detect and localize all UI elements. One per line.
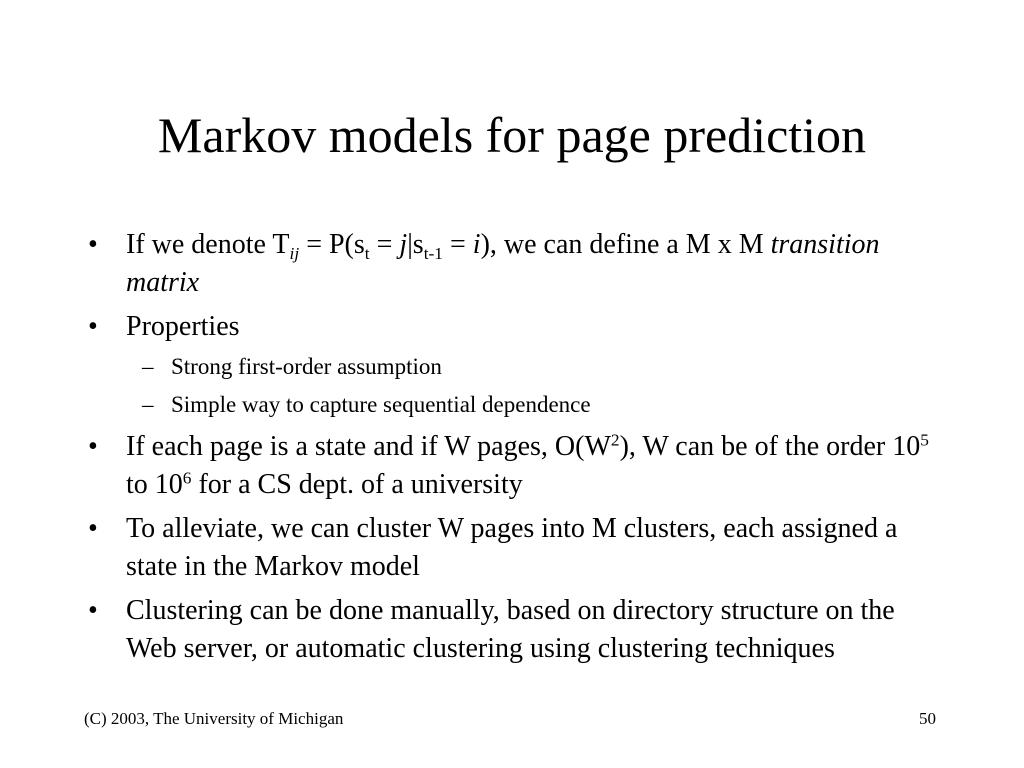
bullet-text: Properties	[126, 311, 240, 342]
bullet-clustering	[84, 592, 934, 668]
bullet-state-size	[84, 428, 934, 504]
bullet-marker: •	[88, 595, 98, 626]
bullet-marker: •	[88, 311, 98, 342]
bullet-properties	[84, 308, 934, 346]
bullet-transition-matrix	[84, 226, 934, 302]
page-number: 50	[919, 709, 936, 728]
bullet-marker: •	[88, 229, 98, 260]
sub-bullet-sequential	[84, 390, 934, 420]
bullet-list	[84, 226, 934, 674]
sub-bullet-first-order	[84, 352, 934, 382]
sub-bullet-text: Simple way to capture sequential dependence	[171, 392, 591, 417]
bullet-marker: •	[88, 431, 98, 462]
bullet-marker: •	[88, 513, 98, 544]
footer-copyright: (C) 2003, The University of Michigan	[84, 709, 344, 728]
slide-title: Markov models for page prediction	[157, 107, 867, 163]
bullet-alleviate	[84, 510, 934, 586]
bullet-text: To alleviate, we can cluster W pages into M clusters, each assigned a state in the Markov model	[126, 513, 898, 582]
sub-bullet-marker: –	[142, 392, 154, 417]
bullet-text: Clustering can be done manually, based on directory structure on the Web server, or automatic clustering using clustering techniques	[126, 595, 895, 664]
sub-bullet-marker: –	[142, 354, 154, 379]
bullet-text: If each page is a state and if W pages, $O(W^2)$, W can be of the order $10^5$ to $10^6$ for a CS dept. of a university	[126, 430, 929, 500]
sub-bullet-text: Strong first-order assumption	[171, 354, 442, 379]
bullet-text: If we denote $T_{ij} = P(s_t = j|s_{t-1} = i)$, we can define a M x M transition matrix	[126, 229, 880, 298]
